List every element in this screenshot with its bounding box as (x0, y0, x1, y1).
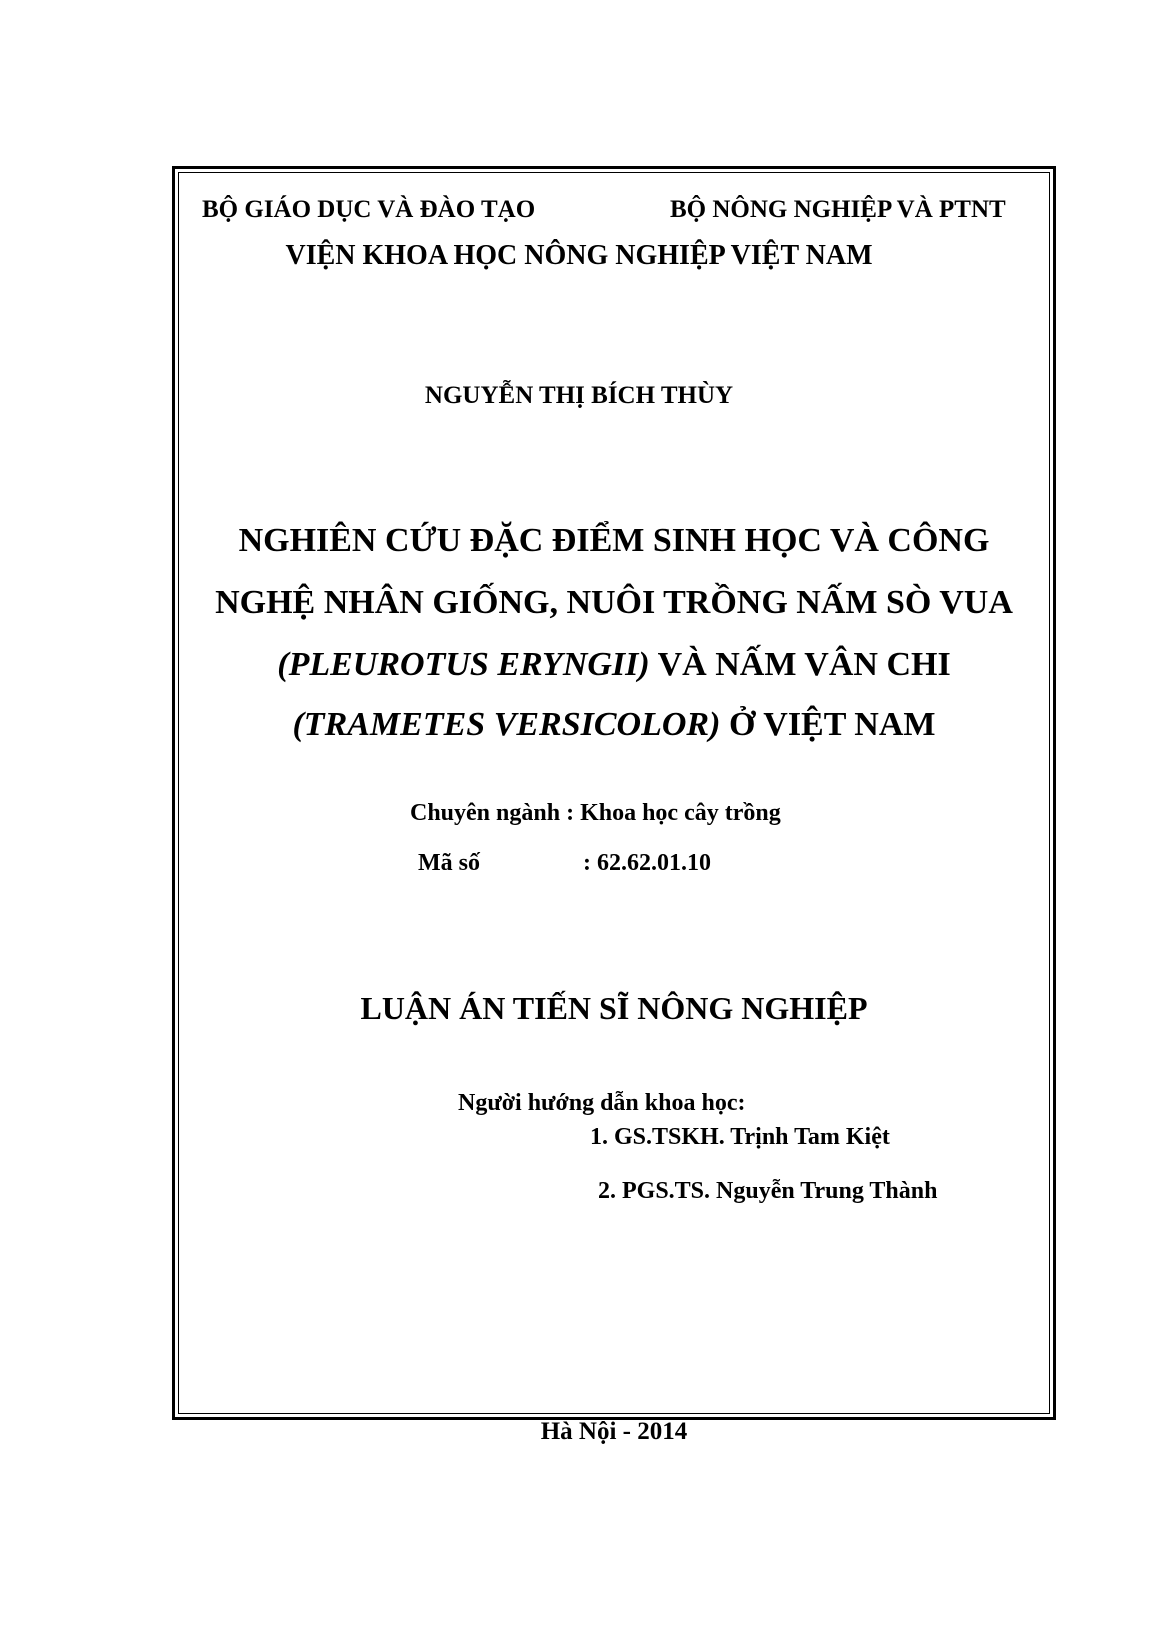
supervisor-1: 1. GS.TSKH. Trịnh Tam Kiệt (590, 1124, 890, 1150)
thesis-title-line-3 (0, 646, 1158, 684)
thesis-title-line-3-rest: VÀ NẤM VÂN CHI (649, 646, 951, 683)
thesis-title-line-2: NGHỆ NHÂN GIỐNG, NUÔI TRỒNG NẤM SÒ VUA (215, 584, 1013, 621)
thesis-title-line-4-rest: Ở VIỆT NAM (720, 706, 936, 743)
specialization: Chuyên ngành : Khoa học cây trồng (410, 800, 781, 826)
supervisors-heading: Người hướng dẫn khoa học: (458, 1090, 746, 1116)
degree-title: LUẬN ÁN TIẾN SĨ NÔNG NGHIỆP (360, 990, 868, 1026)
institute-name: VIỆN KHOA HỌC NÔNG NGHIỆP VIỆT NAM (285, 240, 873, 271)
ministry-education: BỘ GIÁO DỤC VÀ ĐÀO TẠO (202, 196, 536, 223)
thesis-title-line-4 (0, 706, 1158, 744)
code-label: Mã số (418, 850, 480, 876)
author-name: NGUYỄN THỊ BÍCH THÙY (424, 382, 734, 409)
ministry-agriculture: BỘ NÔNG NGHIỆP VÀ PTNT (670, 196, 1006, 223)
thesis-title-line-1: NGHIÊN CỨU ĐẶC ĐIỂM SINH HỌC VÀ CÔNG (238, 522, 990, 559)
cover-inner-border (178, 172, 1050, 1414)
species-name-pleurotus: (PLEUROTUS ERYNGII) (277, 646, 650, 683)
supervisor-2: 2. PGS.TS. Nguyễn Trung Thành (598, 1178, 938, 1204)
place-and-year: Hà Nội - 2014 (540, 1418, 688, 1445)
code-value: : 62.62.01.10 (583, 850, 711, 876)
species-name-trametes: (TRAMETES VERSICOLOR) (292, 706, 721, 743)
